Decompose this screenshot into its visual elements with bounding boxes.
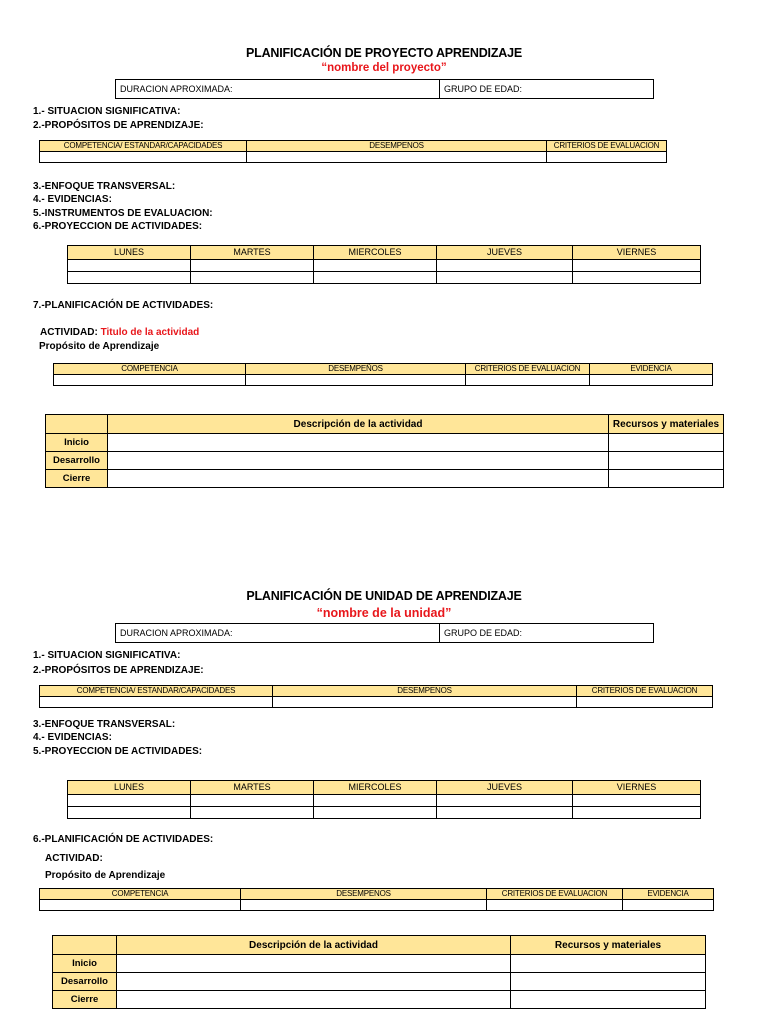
section-evidencias: 4.- EVIDENCIAS: [33,194,112,205]
activity-line [40,326,199,339]
table-cell[interactable] [68,807,191,819]
table-cell[interactable] [68,260,191,272]
section-proyeccion: 6.-PROYECCION DE ACTIVIDADES: [33,221,203,232]
table-cell[interactable] [108,452,609,470]
purpose-table [39,140,667,163]
competence-header-competencia: COMPETENCIA [54,364,246,375]
day-header-miercoles: MIERCOLES [314,781,437,795]
table-cell[interactable] [547,152,667,163]
competence-header-desempenos: DESEMPEÑOS [246,364,466,375]
section-planificacion: 7.-PLANIFICACIÓN DE ACTIVIDADES: [33,300,214,311]
competence-header-evidencia: EVIDENCIA [623,889,714,900]
project-info-table [115,79,654,99]
table-cell[interactable] [54,375,246,386]
day-header-jueves: JUEVES [437,781,573,795]
project-subtitle: “nombre del proyecto” [321,62,447,74]
table-cell[interactable] [191,272,314,284]
resources-header: Recursos y materiales [511,936,706,955]
purpose-label: Propósito de Aprendizaje [39,341,160,352]
table-cell[interactable] [117,955,511,973]
purpose-header-competencia: COMPETENCIA/ ESTANDAR/CAPACIDADES [40,686,273,697]
purpose-header-criterios: CRITERIOS DE EVALUACION [547,141,667,152]
activity-label: ACTIVIDAD: [40,327,98,338]
table-cell[interactable] [609,452,724,470]
phase-cierre: Cierre [53,991,117,1009]
section-enfoque: 3.-ENFOQUE TRANSVERSAL: [33,181,176,192]
table-cell[interactable] [191,795,314,807]
days-table [67,245,701,284]
desc-header: Descripción de la actividad [117,936,511,955]
table-cell[interactable] [437,272,573,284]
table-cell[interactable] [314,260,437,272]
day-header-lunes: LUNES [68,246,191,260]
table-cell[interactable] [40,152,247,163]
day-header-martes: MARTES [191,246,314,260]
table-cell[interactable] [573,272,701,284]
day-header-lunes: LUNES [68,781,191,795]
table-cell[interactable] [314,807,437,819]
table-cell[interactable] [466,375,590,386]
table-cell[interactable] [511,973,706,991]
section-evidencias: 4.- EVIDENCIAS: [33,732,112,743]
table-cell[interactable] [437,807,573,819]
table-cell[interactable] [573,795,701,807]
phase-inicio: Inicio [46,434,108,452]
day-header-viernes: VIERNES [573,246,701,260]
table-cell[interactable] [573,807,701,819]
table-cell[interactable] [487,900,623,911]
purpose-header-criterios: CRITERIOS DE EVALUACION [577,686,713,697]
table-cell[interactable] [590,375,713,386]
competence-header-evidencia: EVIDENCIA [590,364,713,375]
table-cell[interactable] [241,900,487,911]
purpose-header-desempenos: DESEMPENOS [273,686,577,697]
table-cell[interactable] [623,900,714,911]
project-title: PLANIFICACIÓN DE PROYECTO APRENDIZAJE [246,46,522,60]
days-table [67,780,701,819]
purpose-table [39,685,713,708]
activity-title[interactable]: Titulo de la actividad [100,327,200,338]
unit-subtitle: “nombre de la unidad” [316,606,452,620]
activity-table [45,414,724,488]
table-cell[interactable] [609,470,724,488]
table-cell[interactable] [246,375,466,386]
table-cell[interactable] [273,697,577,708]
competence-header-competencia: COMPETENCIA [40,889,241,900]
table-cell[interactable] [117,991,511,1009]
activity-label: ACTIVIDAD: [45,853,103,864]
competence-header-criterios: CRITERIOS DE EVALUACION [487,889,623,900]
table-cell[interactable] [511,955,706,973]
competence-table [53,363,713,386]
day-header-viernes: VIERNES [573,781,701,795]
purpose-header-competencia: COMPETENCIA/ ESTANDAR/CAPACIDADES [40,141,247,152]
purpose-label: Propósito de Aprendizaje [45,870,166,881]
table-cell[interactable] [511,991,706,1009]
section-situacion: 1.- SITUACION SIGNIFICATIVA: [33,650,181,661]
duration-field[interactable]: DURACION APROXIMADA: [116,80,440,99]
table-cell[interactable] [40,697,273,708]
phase-desarrollo: Desarrollo [53,973,117,991]
activity-corner [46,415,108,434]
unit-title: PLANIFICACIÓN DE UNIDAD DE APRENDIZAJE [246,589,522,603]
resources-header: Recursos y materiales [609,415,724,434]
table-cell[interactable] [191,260,314,272]
table-cell[interactable] [314,272,437,284]
table-cell[interactable] [609,434,724,452]
purpose-header-desempenos: DESEMPENOS [247,141,547,152]
table-cell[interactable] [68,795,191,807]
table-cell[interactable] [108,470,609,488]
age-group-field[interactable]: GRUPO DE EDAD: [440,80,654,99]
day-header-miercoles: MIERCOLES [314,246,437,260]
table-cell[interactable] [68,272,191,284]
section-situacion: 1.- SITUACION SIGNIFICATIVA: [33,106,181,117]
phase-desarrollo: Desarrollo [46,452,108,470]
section-planificacion: 6.-PLANIFICACIÓN DE ACTIVIDADES: [33,834,214,845]
table-cell[interactable] [247,152,547,163]
table-cell[interactable] [40,900,241,911]
phase-cierre: Cierre [46,470,108,488]
competence-header-criterios: CRITERIOS DE EVALUACION [466,364,590,375]
section-enfoque: 3.-ENFOQUE TRANSVERSAL: [33,719,176,730]
table-cell[interactable] [577,697,713,708]
age-group-field[interactable]: GRUPO DE EDAD: [440,624,654,643]
table-cell[interactable] [191,807,314,819]
day-header-jueves: JUEVES [437,246,573,260]
table-cell[interactable] [437,260,573,272]
activity-corner [53,936,117,955]
phase-inicio: Inicio [53,955,117,973]
activity-table [52,935,706,1009]
section-propositos: 2.-PROPÓSITOS DE APRENDIZAJE: [33,665,204,676]
competence-table [39,888,714,911]
section-instrumentos: 5.-INSTRUMENTOS DE EVALUACION: [33,208,213,219]
table-cell[interactable] [108,434,609,452]
competence-header-desempenos: DESEMPENOS [241,889,487,900]
table-cell[interactable] [314,795,437,807]
section-proyeccion: 5.-PROYECCION DE ACTIVIDADES: [33,746,203,757]
day-header-martes: MARTES [191,781,314,795]
duration-field[interactable]: DURACION APROXIMADA: [116,624,440,643]
table-cell[interactable] [117,973,511,991]
desc-header: Descripción de la actividad [108,415,609,434]
section-propositos: 2.-PROPÓSITOS DE APRENDIZAJE: [33,120,204,131]
table-cell[interactable] [437,795,573,807]
table-cell[interactable] [573,260,701,272]
unit-info-table [115,623,654,643]
